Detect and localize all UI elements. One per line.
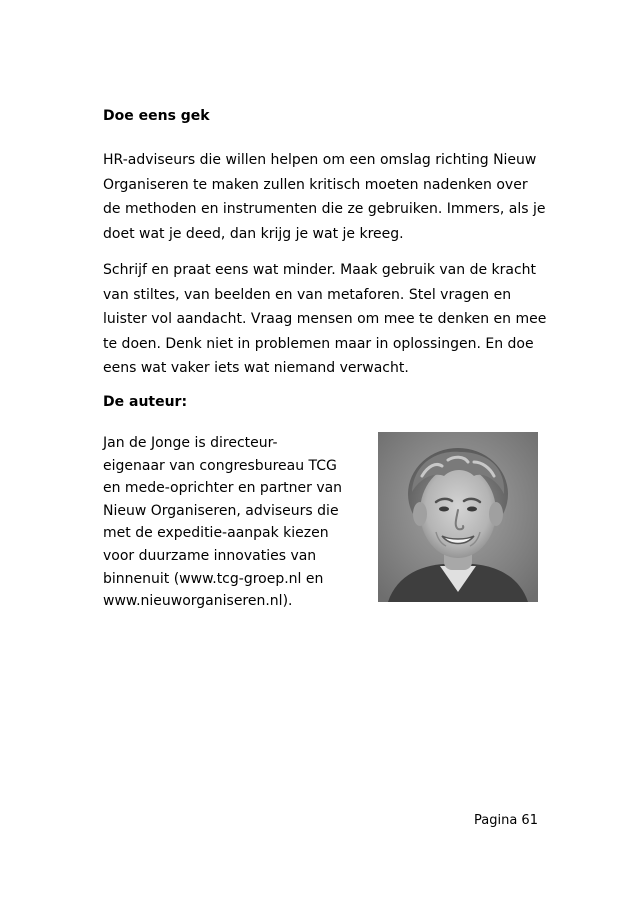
paragraph-line: Schrijf en praat eens wat minder. Maak gebruik van de kracht bbox=[103, 262, 537, 278]
paragraph-line: eens wat vaker iets wat niemand verwacht. bbox=[103, 360, 409, 376]
paragraph-line: van stiltes, van beelden en van metaforen. Stel vragen en bbox=[103, 286, 512, 303]
paragraph-line: de methoden en instrumenten die ze gebruiken. Immers, als je bbox=[103, 201, 546, 217]
author-bio bbox=[103, 432, 373, 613]
bio-line: met de expeditie-aanpak kiezen bbox=[103, 525, 329, 542]
paragraph-line: doet wat je deed, dan krijg je wat je kreeg. bbox=[103, 225, 404, 242]
bio-line: Nieuw Organiseren, adviseurs die bbox=[103, 502, 339, 519]
bio-line: Jan de Jonge is directeur- bbox=[103, 435, 278, 451]
paragraph-schrijf-en-praat bbox=[103, 258, 547, 381]
bio-line: eigenaar van congresbureau TCG bbox=[103, 457, 337, 474]
page-number: Pagina 61 bbox=[474, 813, 538, 828]
paragraph-line: Organiseren te maken zullen kritisch moeten nadenken over bbox=[103, 176, 528, 193]
section-heading-de-auteur: De auteur: bbox=[103, 394, 188, 410]
author-photo bbox=[378, 432, 538, 602]
section-heading-doe-eens-gek: Doe eens gek bbox=[103, 108, 210, 124]
bio-line: www.nieuworganiseren.nl). bbox=[103, 593, 293, 610]
paragraph-line: te doen. Denk niet in problemen maar in oplossingen. En doe bbox=[103, 335, 534, 352]
paragraph-line: HR-adviseurs die willen helpen om een omslag richting Nieuw bbox=[103, 152, 537, 168]
paragraph-line: luister vol aandacht. Vraag mensen om mee te denken en mee bbox=[103, 311, 547, 327]
bio-line: en mede-oprichter en partner van bbox=[103, 480, 343, 497]
bio-line: binnenuit (www.tcg-groep.nl en bbox=[103, 570, 324, 587]
bio-line: voor duurzame innovaties van bbox=[103, 547, 317, 564]
paragraph-hr-adviseurs bbox=[103, 148, 546, 246]
